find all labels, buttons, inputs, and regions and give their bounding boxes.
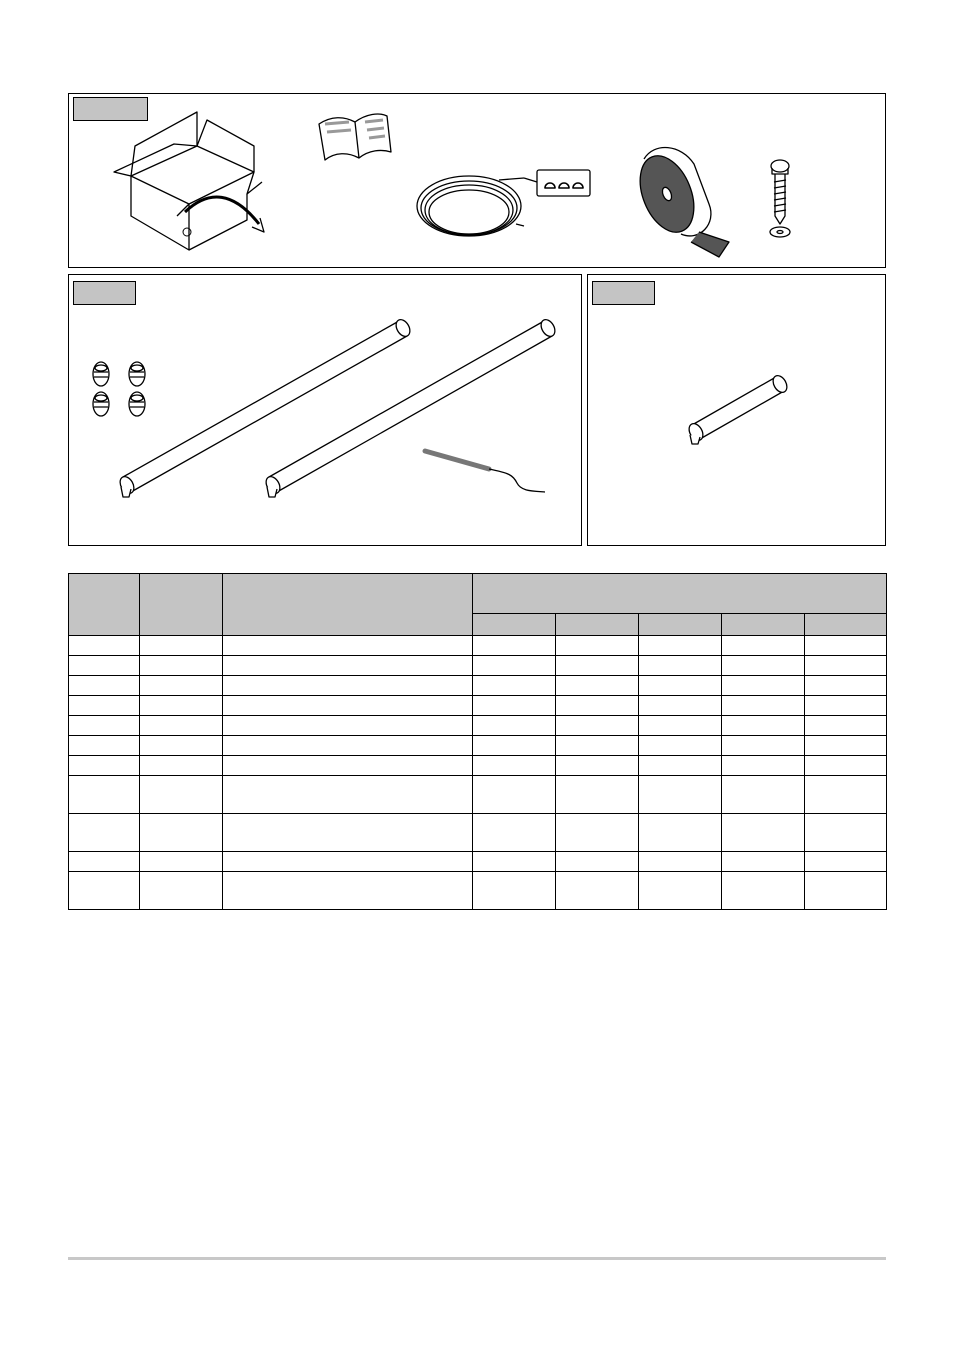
table-cell — [556, 716, 639, 736]
table-cell — [639, 696, 722, 716]
table-cell — [722, 872, 805, 910]
table-cell — [223, 756, 473, 776]
table-cell — [805, 872, 887, 910]
table-cell — [805, 852, 887, 872]
table-cell — [69, 736, 140, 756]
table-cell — [473, 776, 556, 814]
table-cell — [805, 656, 887, 676]
table-cell — [473, 636, 556, 656]
table-cell — [69, 656, 140, 676]
table-cell — [223, 872, 473, 910]
column-group-header — [473, 574, 887, 614]
parts-table — [68, 573, 887, 910]
table-cell — [223, 716, 473, 736]
table-cell — [140, 656, 223, 676]
table-cell — [473, 872, 556, 910]
table-cell — [639, 636, 722, 656]
pipe-illustrations — [69, 275, 583, 547]
table-cell — [639, 776, 722, 814]
table-cell — [473, 736, 556, 756]
table-row — [69, 676, 887, 696]
table-cell — [223, 852, 473, 872]
sub-column-header — [722, 614, 805, 636]
table-cell — [473, 716, 556, 736]
sub-column-header — [805, 614, 887, 636]
table-row — [69, 872, 887, 910]
table-cell — [140, 736, 223, 756]
table-row — [69, 814, 887, 852]
table-cell — [140, 852, 223, 872]
table-cell — [722, 756, 805, 776]
table-cell — [805, 814, 887, 852]
table-cell — [69, 814, 140, 852]
table-cell — [473, 676, 556, 696]
pipe-icon — [263, 317, 557, 497]
table-cell — [805, 756, 887, 776]
drain-hose-icon — [425, 451, 545, 492]
table-cell — [69, 776, 140, 814]
table-cell — [69, 756, 140, 776]
table-cell — [722, 776, 805, 814]
table-cell — [69, 676, 140, 696]
table-cell — [556, 814, 639, 852]
accessories-panel-top — [68, 93, 886, 268]
table-row — [69, 756, 887, 776]
short-pipe-illustration — [588, 275, 887, 547]
table-cell — [556, 736, 639, 756]
table-cell — [722, 852, 805, 872]
top-illustrations — [69, 94, 887, 269]
table-cell — [473, 852, 556, 872]
table-cell — [223, 636, 473, 656]
box-icon — [114, 112, 264, 250]
flare-nut-icon — [93, 362, 145, 416]
pipe-icon — [686, 373, 789, 444]
table-row — [69, 716, 887, 736]
table-cell — [556, 756, 639, 776]
table-cell — [556, 696, 639, 716]
table-cell — [805, 676, 887, 696]
table-cell — [223, 676, 473, 696]
screw-icon — [770, 160, 790, 237]
table-cell — [223, 656, 473, 676]
accessories-panel-pipes — [68, 274, 582, 546]
table-cell — [69, 636, 140, 656]
table-cell — [223, 736, 473, 756]
table-cell — [556, 656, 639, 676]
cable-coil-icon — [417, 170, 590, 236]
column-header — [223, 574, 473, 636]
table-cell — [473, 656, 556, 676]
table-cell — [69, 872, 140, 910]
table-cell — [140, 872, 223, 910]
table-cell — [722, 814, 805, 852]
table-cell — [722, 676, 805, 696]
column-header — [140, 574, 223, 636]
tape-roll-icon — [630, 148, 729, 257]
table-cell — [722, 636, 805, 656]
table-cell — [556, 636, 639, 656]
table-cell — [556, 676, 639, 696]
table-cell — [722, 656, 805, 676]
table-cell — [639, 756, 722, 776]
accessories-panel-short-pipe — [587, 274, 886, 546]
table-cell — [140, 756, 223, 776]
table-cell — [140, 676, 223, 696]
table-row — [69, 852, 887, 872]
table-cell — [140, 716, 223, 736]
table-cell — [140, 636, 223, 656]
pipe-icon — [117, 317, 412, 497]
table-cell — [805, 776, 887, 814]
table-row — [69, 696, 887, 716]
table-cell — [639, 676, 722, 696]
table-row — [69, 736, 887, 756]
table-cell — [473, 814, 556, 852]
table-cell — [140, 776, 223, 814]
table-cell — [223, 776, 473, 814]
table-cell — [639, 872, 722, 910]
sub-column-header — [473, 614, 556, 636]
table-cell — [140, 696, 223, 716]
parts-table-body — [69, 636, 887, 910]
table-cell — [639, 852, 722, 872]
table-row — [69, 776, 887, 814]
footer-rule — [68, 1257, 886, 1260]
manual-icon — [319, 114, 391, 160]
table-cell — [722, 716, 805, 736]
table-cell — [722, 736, 805, 756]
sub-column-header — [556, 614, 639, 636]
table-cell — [140, 814, 223, 852]
table-cell — [556, 872, 639, 910]
table-row — [69, 656, 887, 676]
table-cell — [639, 814, 722, 852]
table-cell — [639, 736, 722, 756]
table-cell — [805, 696, 887, 716]
table-cell — [223, 696, 473, 716]
column-header — [69, 574, 140, 636]
table-cell — [722, 696, 805, 716]
table-row — [69, 636, 887, 656]
table-cell — [556, 852, 639, 872]
table-cell — [639, 716, 722, 736]
table-cell — [805, 716, 887, 736]
table-cell — [639, 656, 722, 676]
table-cell — [805, 636, 887, 656]
table-cell — [473, 696, 556, 716]
table-cell — [473, 756, 556, 776]
table-cell — [69, 696, 140, 716]
table-cell — [69, 852, 140, 872]
table-cell — [556, 776, 639, 814]
sub-column-header — [639, 614, 722, 636]
table-cell — [223, 814, 473, 852]
table-cell — [69, 716, 140, 736]
table-cell — [805, 736, 887, 756]
